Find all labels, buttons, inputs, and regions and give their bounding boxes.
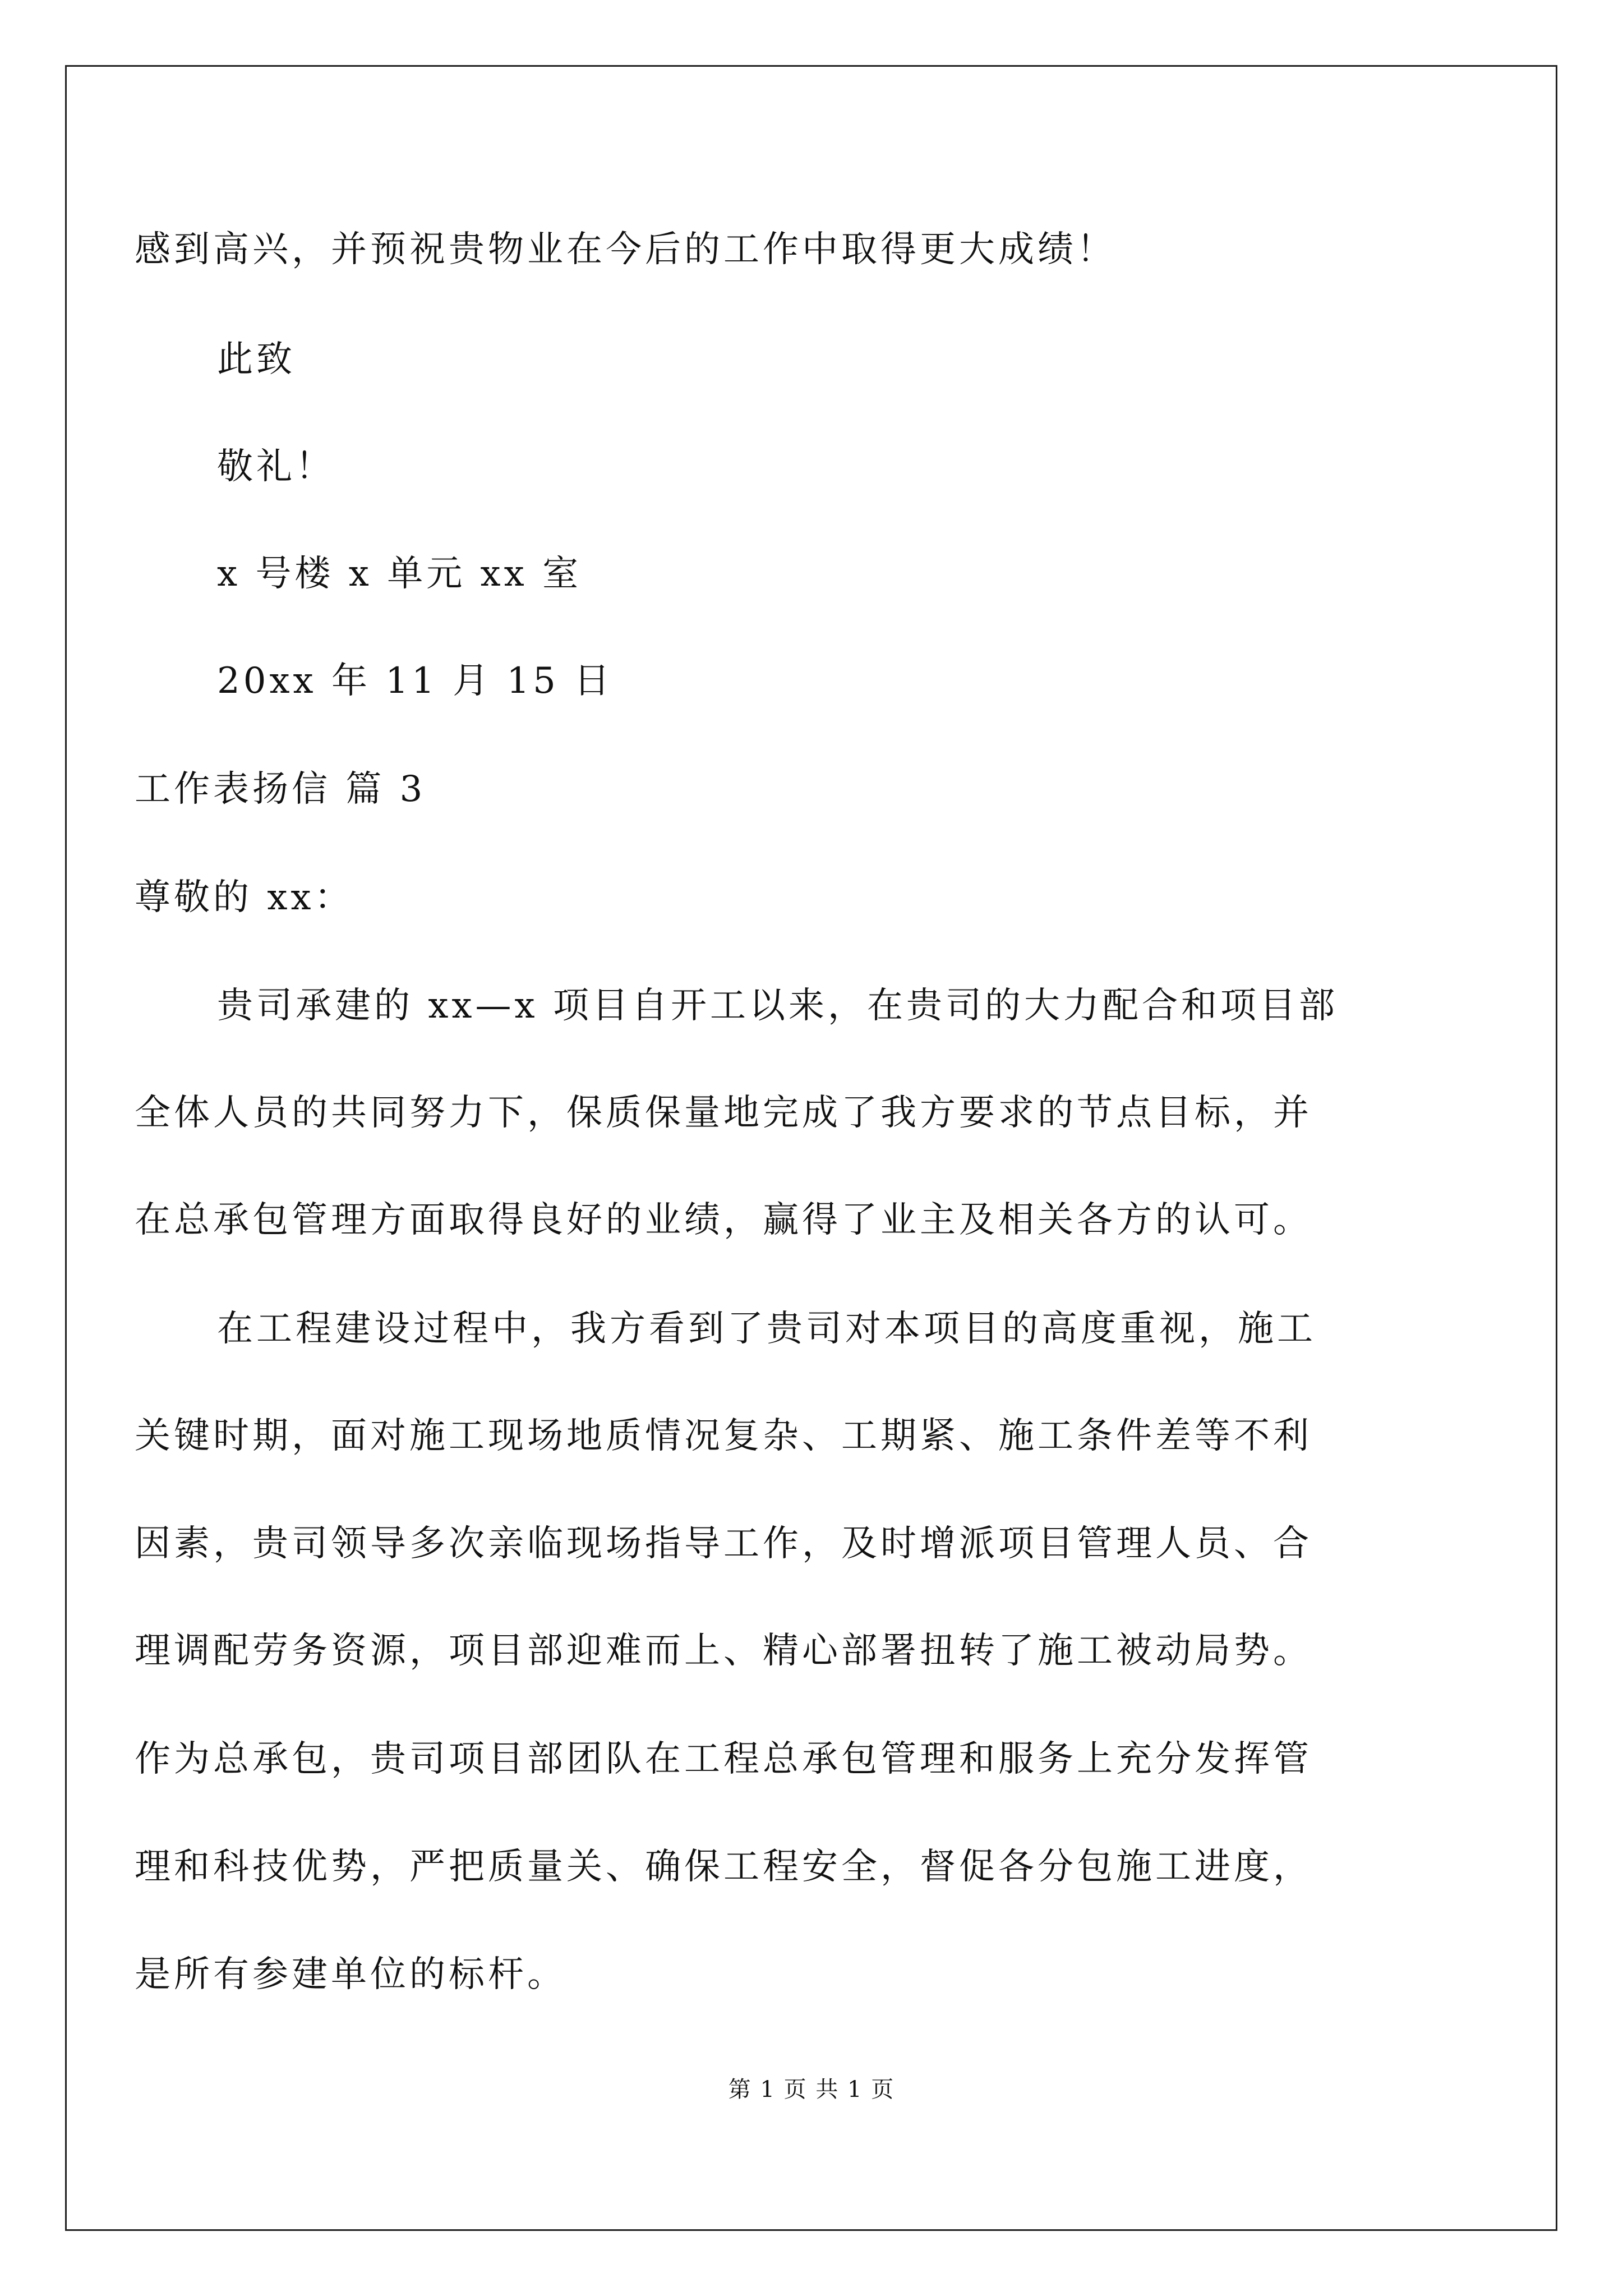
salutation-regards: 敬礼！ xyxy=(217,446,335,487)
section-heading: 工作表扬信 篇 3 xyxy=(135,769,426,810)
paragraph-line: 因素，贵司领导多次亲临现场指导工作，及时增派项目管理人员、合 xyxy=(135,1523,1312,1565)
paragraph-line: 理调配劳务资源，项目部迎难而上、精心部署扭转了施工被动局势。 xyxy=(135,1630,1312,1672)
paragraph-line: 全体人员的共同努力下，保质保量地完成了我方要求的节点目标，并 xyxy=(135,1092,1312,1134)
page-footer: 第 1 页 共 1 页 xyxy=(728,2077,895,2102)
paragraph-line: 作为总承包，贵司项目部团队在工程总承包管理和服务上充分发挥管 xyxy=(135,1738,1312,1780)
paragraph-line: 关键时期，面对施工现场地质情况复杂、工期紧、施工条件差等不利 xyxy=(135,1415,1312,1457)
paragraph-line: 是所有参建单位的标杆。 xyxy=(135,1954,566,1995)
paragraph-line: 感到高兴，并预祝贵物业在今后的工作中取得更大成绩！ xyxy=(135,229,1116,270)
letter-date: 20xx 年 11 月 15 日 xyxy=(217,660,614,702)
document-body xyxy=(135,0,1492,2296)
sender-address: x 号楼 x 单元 xx 室 xyxy=(217,553,582,595)
salutation-closing: 此致 xyxy=(217,339,296,380)
paragraph-line: 在工程建设过程中，我方看到了贵司对本项目的高度重视，施工 xyxy=(217,1308,1316,1350)
letter-greeting: 尊敬的 xx： xyxy=(135,877,354,918)
paragraph-line: 在总承包管理方面取得良好的业绩，赢得了业主及相关各方的认可。 xyxy=(135,1199,1312,1241)
paragraph-line: 贵司承建的 xx—x 项目自开工以来，在贵司的大力配合和项目部 xyxy=(217,985,1338,1027)
paragraph-line: 理和科技优势，严把质量关、确保工程安全，督促各分包施工进度， xyxy=(135,1846,1312,1888)
